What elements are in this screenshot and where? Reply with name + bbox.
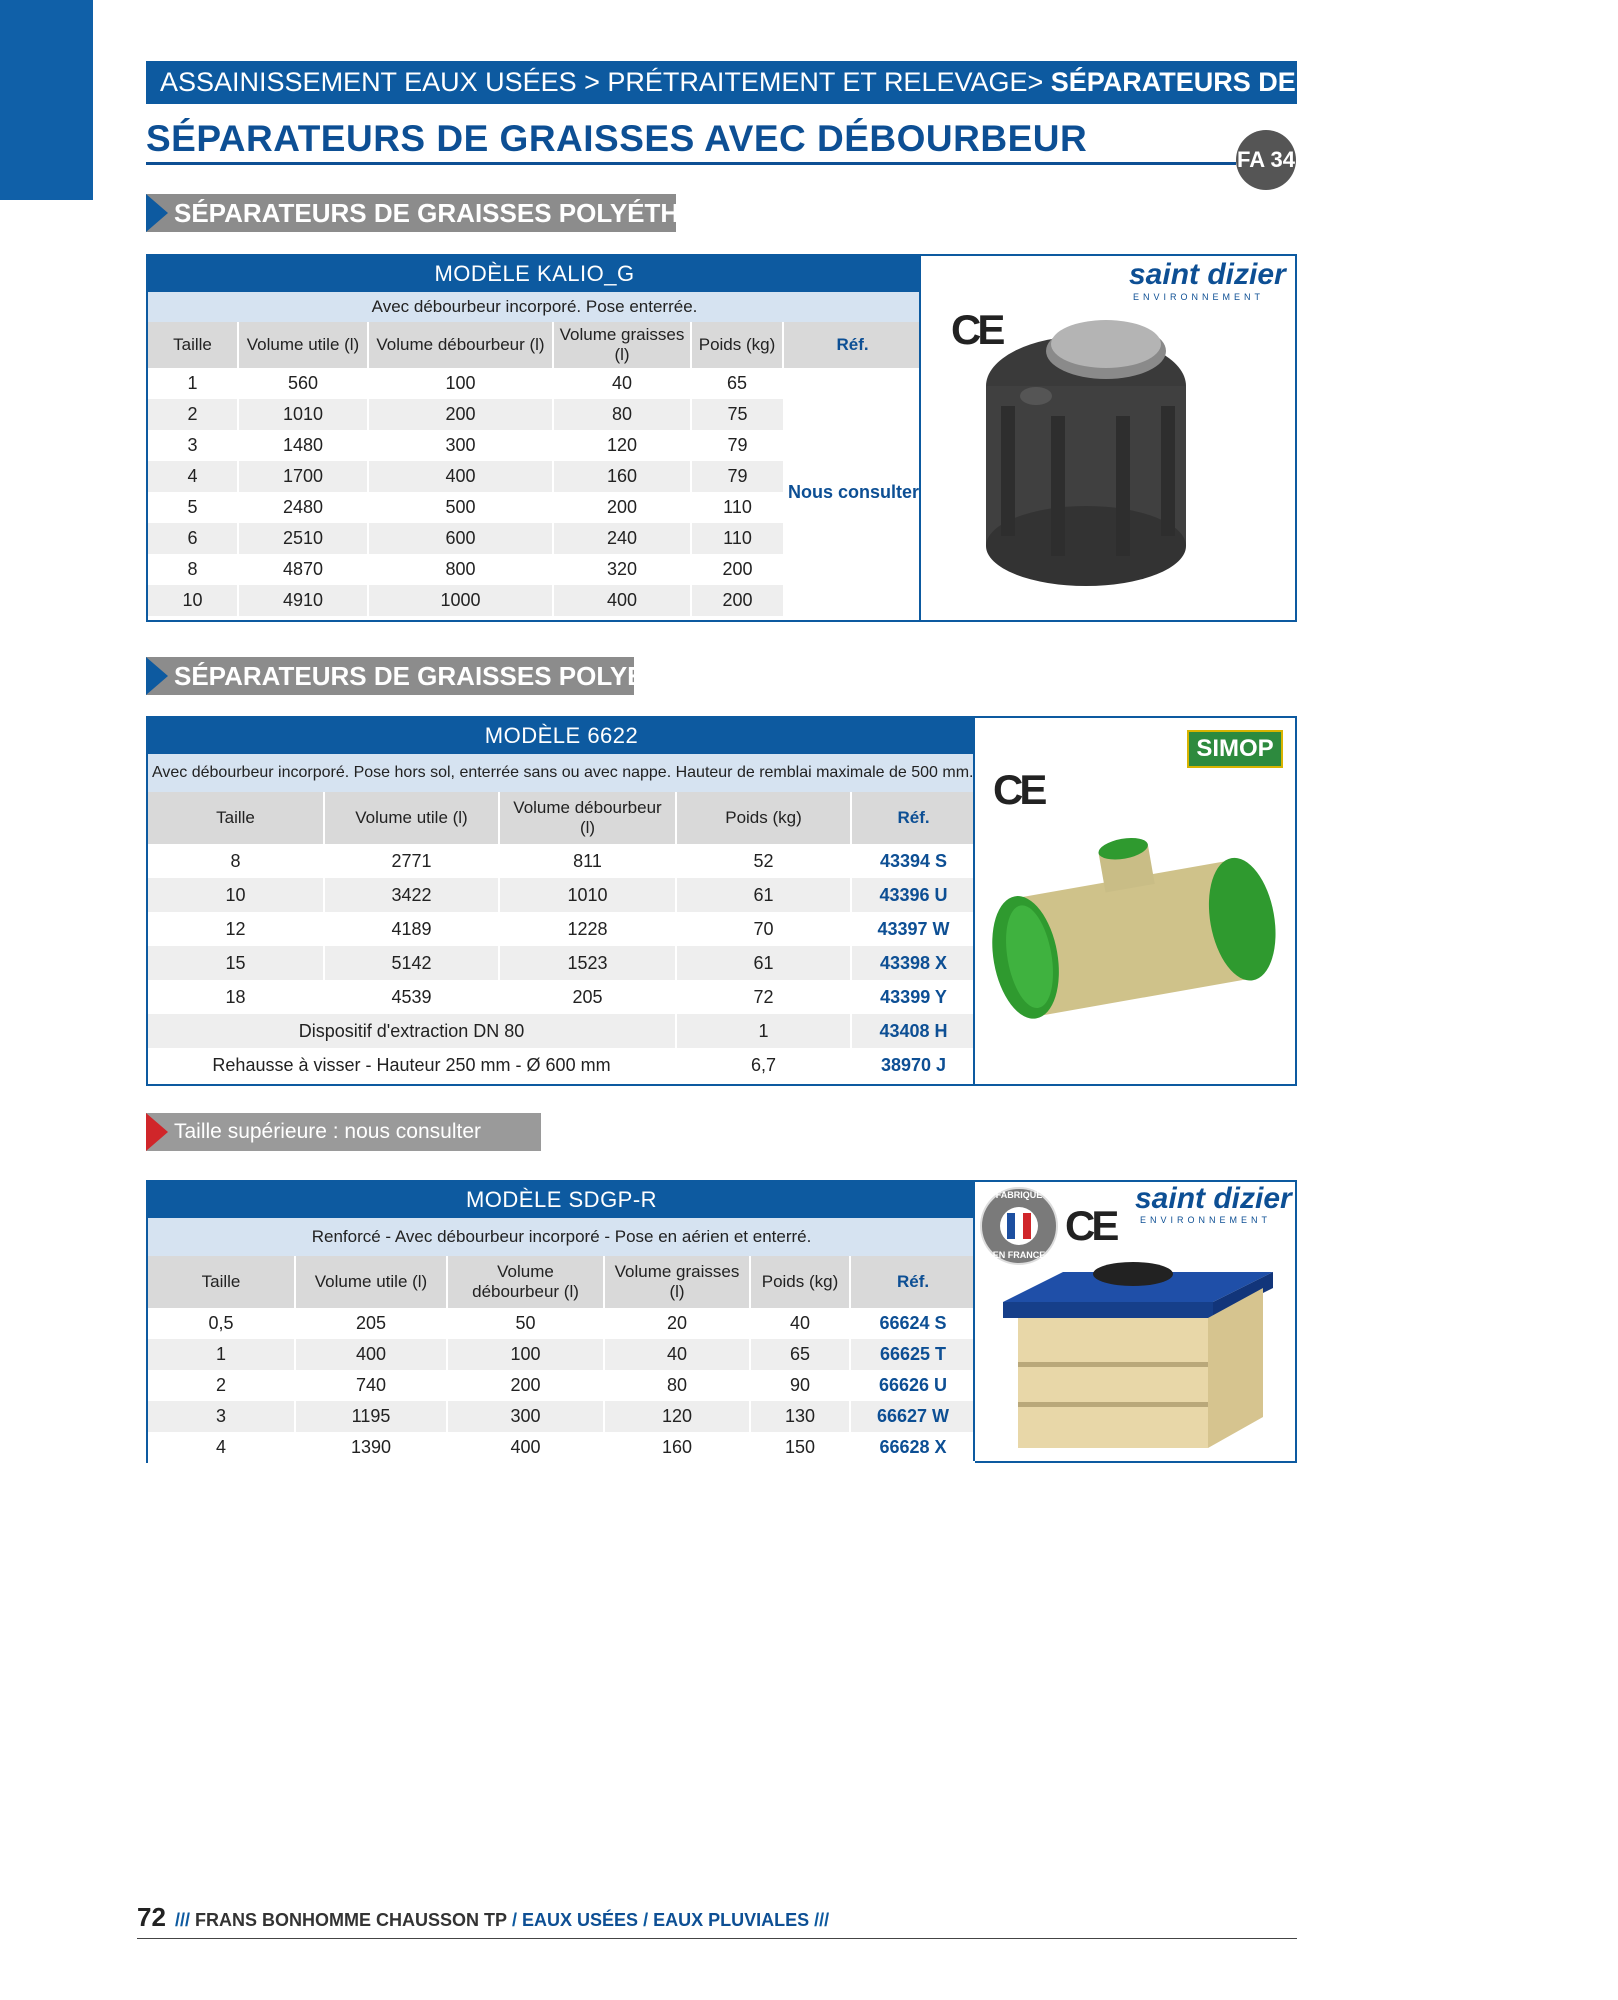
table-cell: 3 [148, 430, 238, 461]
note-text: Taille supérieure : nous consulter [174, 1120, 482, 1143]
ce-mark: CE [1065, 1202, 1116, 1249]
table-cell: 8 [148, 554, 238, 585]
ref-cell: 38970 J [851, 1048, 975, 1082]
ce-mark: CE [993, 766, 1044, 813]
table-cell: 400 [447, 1432, 604, 1463]
table-cell: 80 [604, 1370, 750, 1401]
ref-consult: Nous consulter [783, 368, 921, 616]
table-cell: 40 [750, 1308, 850, 1339]
header-cell: Volume graisses (l) [604, 1256, 750, 1308]
table-cell: 90 [750, 1370, 850, 1401]
table-cell: 3 [148, 1401, 295, 1432]
header-cell: Taille [148, 322, 238, 368]
ce-mark: CE [951, 306, 1002, 353]
table-cell: 15 [148, 946, 324, 980]
table-cell: 79 [691, 430, 783, 461]
table-cell: 0,5 [148, 1308, 295, 1339]
table-cell: 205 [499, 980, 676, 1014]
table-cell: 65 [750, 1339, 850, 1370]
header-cell: Réf. [850, 1256, 975, 1308]
table-cell: 10 [148, 878, 324, 912]
table-cell: 2480 [238, 492, 368, 523]
note-banner [146, 1113, 541, 1151]
header-cell: Volume graisses (l) [553, 322, 691, 368]
arrow-icon [146, 1113, 168, 1151]
product-image-area [973, 718, 1295, 1084]
table-cell: 200 [447, 1370, 604, 1401]
table-cell: 560 [238, 368, 368, 399]
breadcrumb-path: ASSAINISSEMENT EAUX USÉES > PRÉTRAITEMENT ET RELEVAGE> [160, 67, 1044, 97]
table-cell: 1523 [499, 946, 676, 980]
ref-cell: 66628 X [850, 1432, 975, 1463]
table-cell: 400 [295, 1339, 447, 1370]
header-cell: Poids (kg) [750, 1256, 850, 1308]
table-cell: 320 [553, 554, 691, 585]
table-cell: 61 [676, 878, 851, 912]
table-cell: 200 [691, 585, 783, 616]
table-cell: 4 [148, 1432, 295, 1463]
table-cell: 8 [148, 844, 324, 878]
footer-company: FRANS BONHOMME CHAUSSON TP [194, 1910, 507, 1930]
table-cell: 500 [368, 492, 553, 523]
m6622-table [148, 718, 975, 1082]
table-cell: 52 [676, 844, 851, 878]
model-name: MODÈLE SDGP-R [148, 1182, 975, 1218]
footer-category: EAUX USÉES [522, 1910, 639, 1930]
model-description: Avec débourbeur incorporé. Pose hors sol, enterrée sans ou avec nappe. Hauteur de remblai maximale de 500 mm. [148, 754, 975, 792]
ref-cell: 43408 H [851, 1014, 975, 1048]
page-number: 72 [137, 1902, 166, 1932]
ref-cell: 43397 W [851, 912, 975, 946]
table-cell: 75 [691, 399, 783, 430]
header-cell: Poids (kg) [691, 322, 783, 368]
header-cell: Poids (kg) [676, 792, 851, 844]
table-cell: 1000 [368, 585, 553, 616]
sdgp-table [148, 1182, 975, 1463]
table-cell: 1195 [295, 1401, 447, 1432]
table-cell: 10 [148, 585, 238, 616]
ref-cell: 66627 W [850, 1401, 975, 1432]
ref-cell: 66626 U [850, 1370, 975, 1401]
header-cell: Taille [148, 792, 324, 844]
table-cell: 100 [447, 1339, 604, 1370]
title-rule [146, 162, 1236, 165]
table-cell: 61 [676, 946, 851, 980]
product-kalio [146, 254, 1297, 622]
table-cell: 1228 [499, 912, 676, 946]
table-cell: 600 [368, 523, 553, 554]
ref-cell: 66625 T [850, 1339, 975, 1370]
table-cell: 1480 [238, 430, 368, 461]
header-cell: Volume utile (l) [295, 1256, 447, 1308]
table-cell: 20 [604, 1308, 750, 1339]
table-cell: 4539 [324, 980, 499, 1014]
table-cell: 200 [368, 399, 553, 430]
table-cell: 4 [148, 461, 238, 492]
model-description: Avec débourbeur incorporé. Pose enterrée. [148, 292, 921, 322]
table-cell: 2771 [324, 844, 499, 878]
header-cell: Réf. [783, 322, 921, 368]
table-cell: 4189 [324, 912, 499, 946]
kalio-table [148, 256, 921, 616]
tank-sdgp-image [983, 1242, 1283, 1457]
footer-separator: /// [814, 1910, 830, 1930]
product-image-area [919, 256, 1295, 620]
table-cell: 1390 [295, 1432, 447, 1463]
table-cell: 72 [676, 980, 851, 1014]
table-cell: 79 [691, 461, 783, 492]
footer-slash: / [512, 1910, 518, 1930]
product-6622 [146, 716, 1297, 1086]
ref-cell: 43398 X [851, 946, 975, 980]
product-sdgp [146, 1180, 1297, 1463]
footer-separator: /// [174, 1910, 190, 1930]
section-banner-polyethylene [146, 194, 766, 232]
table-cell: 120 [553, 430, 691, 461]
page-title: SÉPARATEURS DE GRAISSES AVEC DÉBOURBEUR [146, 118, 1088, 159]
header-cell: Volume débourbeur (l) [447, 1256, 604, 1308]
footer [137, 1902, 829, 1933]
header-cell: Taille [148, 1256, 295, 1308]
table-cell: 300 [447, 1401, 604, 1432]
breadcrumb-current: SÉPARATEURS DE GRAISSES ET FÉCULES [1050, 67, 1618, 97]
brand-logo: saint dizier [1129, 258, 1286, 291]
header-cell: Volume utile (l) [238, 322, 368, 368]
table-cell: 400 [368, 461, 553, 492]
ref-cell: 43394 S [851, 844, 975, 878]
table-cell: 18 [148, 980, 324, 1014]
table-cell: 130 [750, 1401, 850, 1432]
table-cell: 5 [148, 492, 238, 523]
breadcrumb [146, 61, 1618, 104]
header-cell: Volume débourbeur (l) [368, 322, 553, 368]
header-cell: Réf. [851, 792, 975, 844]
fa-badge: FA 34 [1236, 130, 1296, 190]
table-cell: 2 [148, 1370, 295, 1401]
footer-slash: / [643, 1910, 649, 1930]
table-cell: 40 [553, 368, 691, 399]
header-cell: Volume utile (l) [324, 792, 499, 844]
table-cell: 300 [368, 430, 553, 461]
header-cell: Volume débourbeur (l) [499, 792, 676, 844]
table-cell: 4870 [238, 554, 368, 585]
table-cell: 120 [604, 1401, 750, 1432]
table-cell: 80 [553, 399, 691, 430]
ref-cell: 66624 S [850, 1308, 975, 1339]
accessory-label: Dispositif d'extraction DN 80 [148, 1014, 676, 1048]
table-cell: 1 [676, 1014, 851, 1048]
table-cell: 70 [676, 912, 851, 946]
table-cell: 5142 [324, 946, 499, 980]
table-cell: 2 [148, 399, 238, 430]
table-cell: 6 [148, 523, 238, 554]
table-cell: 1010 [499, 878, 676, 912]
section-banner-polyester [146, 657, 714, 695]
brand-subtitle: ENVIRONNEMENT [1140, 1215, 1272, 1225]
table-cell: 400 [553, 585, 691, 616]
brand-logo: saint dizier [1135, 1182, 1292, 1215]
table-cell: 6,7 [676, 1048, 851, 1082]
table-cell: 160 [553, 461, 691, 492]
product-image-area [973, 1182, 1295, 1461]
table-cell: 65 [691, 368, 783, 399]
table-cell: 110 [691, 492, 783, 523]
footer-category: EAUX PLUVIALES [653, 1910, 810, 1930]
table-cell: 800 [368, 554, 553, 585]
brand-subtitle: ENVIRONNEMENT [1133, 292, 1265, 302]
ref-cell: 43396 U [851, 878, 975, 912]
tank-kalio-image [956, 296, 1216, 596]
table-cell: 100 [368, 368, 553, 399]
section-title: SÉPARATEURS DE GRAISSES POLYESTER [174, 661, 714, 691]
table-cell: 150 [750, 1432, 850, 1463]
seal-text-bottom: EN FRANCE [992, 1250, 1046, 1260]
brand-logo: SIMOP [1196, 735, 1274, 762]
table-cell: 200 [691, 554, 783, 585]
table-cell: 2510 [238, 523, 368, 554]
table-cell: 50 [447, 1308, 604, 1339]
table-cell: 200 [553, 492, 691, 523]
table-cell: 40 [604, 1339, 750, 1370]
table-cell: 811 [499, 844, 676, 878]
table-cell: 1010 [238, 399, 368, 430]
table-cell: 1 [148, 1339, 295, 1370]
table-cell: 740 [295, 1370, 447, 1401]
tank-6622-image [983, 823, 1288, 1033]
accessory-label: Rehausse à visser - Hauteur 250 mm - Ø 600 mm [148, 1048, 676, 1082]
simop-logo [1187, 730, 1283, 768]
table-cell: 160 [604, 1432, 750, 1463]
table-cell: 110 [691, 523, 783, 554]
seal-text-top: FABRIQUÉ [995, 1190, 1043, 1200]
corner-tab [0, 0, 93, 200]
table-cell: 1700 [238, 461, 368, 492]
model-name: MODÈLE KALIO_G [148, 256, 921, 292]
table-cell: 12 [148, 912, 324, 946]
table-cell: 205 [295, 1308, 447, 1339]
ref-cell: 43399 Y [851, 980, 975, 1014]
table-cell: 1 [148, 368, 238, 399]
table-cell: 3422 [324, 878, 499, 912]
table-cell: 240 [553, 523, 691, 554]
footer-rule [137, 1938, 1297, 1939]
model-name: MODÈLE 6622 [148, 718, 975, 754]
table-cell: 4910 [238, 585, 368, 616]
arrow-icon [146, 657, 168, 695]
arrow-icon [146, 194, 168, 232]
section-title: SÉPARATEURS DE GRAISSES POLYÉTHYLÈNE [174, 198, 766, 228]
model-description: Renforcé - Avec débourbeur incorporé - Pose en aérien et enterré. [148, 1218, 975, 1256]
